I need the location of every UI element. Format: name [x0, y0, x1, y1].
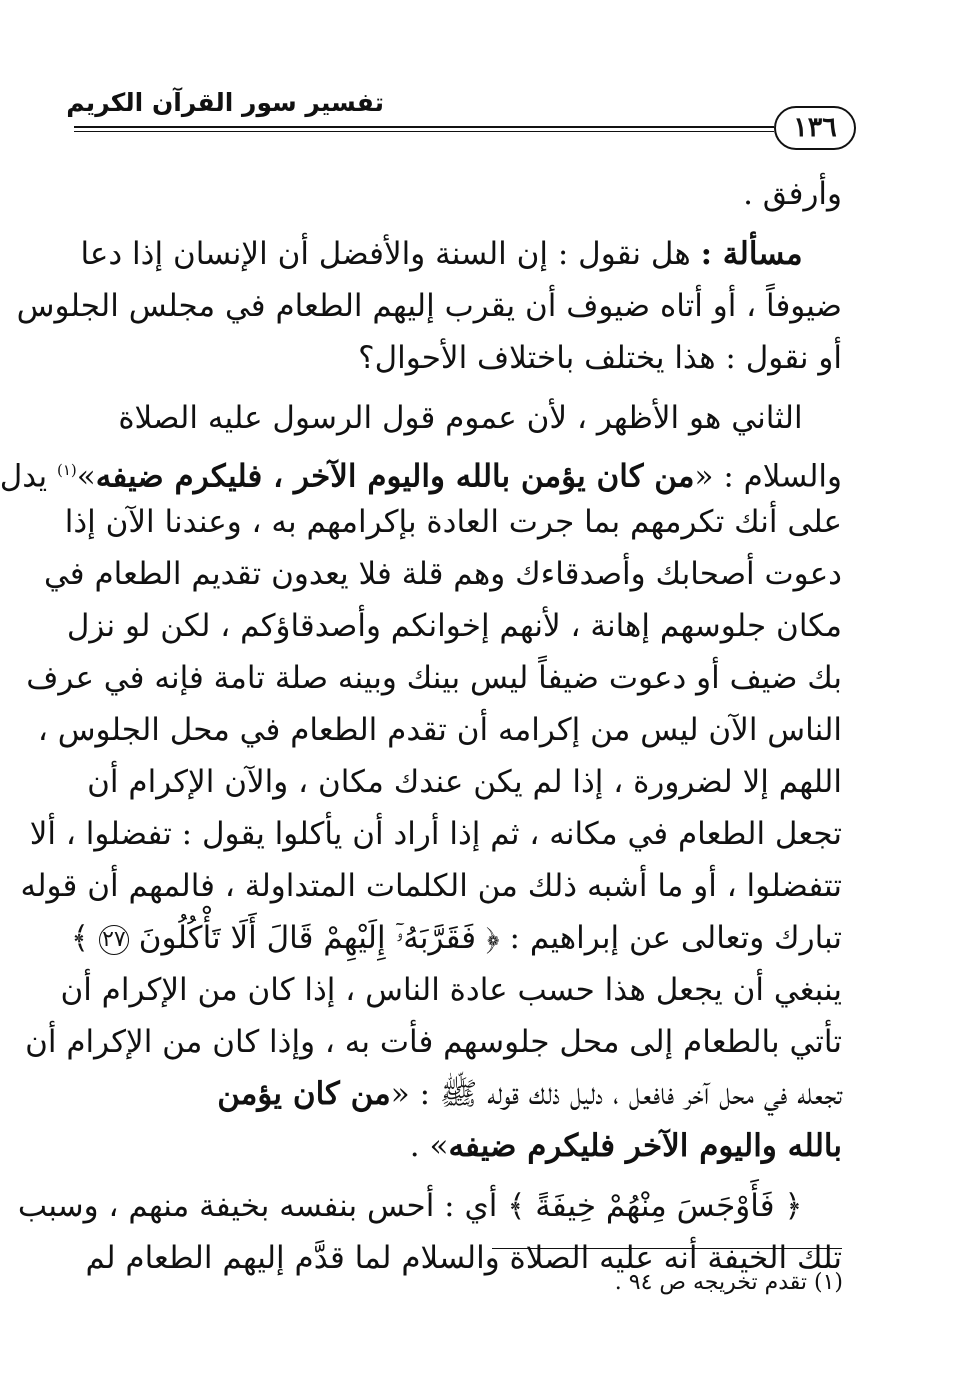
text-line: تجعل الطعام في مكانه ، ثم إذا أراد أن يأكلوا يقول : تفضلوا ، ألا: [29, 816, 842, 852]
hadith-quote: بالله واليوم الآخر فليكرم ضيفه: [448, 1128, 842, 1164]
text-line: ينبغي أن يجعل هذا حسب عادة الناس ، إذا كان من الإكرام أن: [60, 972, 842, 1008]
hadith-quote: من كان يؤمن: [217, 1076, 391, 1112]
text-line: [70, 912, 842, 964]
text-line: [84, 392, 842, 444]
hadith-quote: من كان يؤمن بالله واليوم الآخر ، فليكرم ضيفه: [95, 458, 695, 495]
text-line: الناس الآن ليس من إكرامه أن تقدم الطعام في محل الجلوس ،: [37, 712, 842, 748]
header-rule: [74, 126, 774, 132]
text-line: تأتي بالطعام إلى محل جلوسهم فأت به ، وإذا كان من الإكرام أن: [25, 1024, 842, 1060]
page-body: [0, 168, 842, 1284]
issue-label: مسألة :: [700, 236, 803, 272]
text-line: دعوت أصحابك وأصدقاءك وهم قلة فلا يعدون تقديم الطعام في: [43, 556, 842, 592]
text-line: مكان جلوسهم إهانة ، لأنهم إخوانكم وأصدقاؤكم ، لكن لو نزل: [66, 608, 842, 644]
text-run: تجعله في محل آخر فافعل ، دليل ذلك قوله ﷺ : «: [390, 1076, 842, 1112]
text-run: هل نقول : إن السنة والأفضل أن الإنسان إذا دعا: [80, 236, 701, 272]
text-line: ضيوفاً ، أو أتاه ضيوف أن يقرب إليهم الطعام في مجلس الجلوس: [16, 288, 842, 324]
text-line: [17, 1180, 842, 1232]
text-line: [84, 1120, 842, 1172]
text-run: والسلام : «: [694, 458, 842, 495]
text-line: تتفضلوا ، أو ما أشبه ذلك من الكلمات المتداولة ، فالمهم أن قوله: [20, 868, 842, 904]
book-title: تفسير سور القرآن الكريم: [66, 88, 384, 117]
quran-verse: فَقَرَّبَهُۥٓ إِلَيْهِمْ قَالَ أَلَا تَأْكُلُونَ: [138, 920, 477, 956]
footnote: (١) تقدم تخريجه ص ٩٤ .: [614, 1270, 843, 1295]
text-run: »: [76, 458, 96, 495]
text-line: بك ضيف أو دعوت ضيفاً ليس بينك وبينه صلة تامة فإنه في عرف: [26, 660, 842, 696]
page-number: ١٣٦: [774, 106, 856, 150]
text-run: ﴾: [70, 920, 99, 956]
footnote-rule: [492, 1248, 842, 1249]
text-run: » .: [409, 1128, 449, 1164]
text-line: [84, 1068, 842, 1120]
ayah-number-marker: ٢٧: [99, 925, 129, 955]
text-line: أو نقول : هذا يختلف باختلاف الأحوال؟: [358, 340, 842, 376]
text-run: ﴾ أي : أحس بنفسه بخيفة منهم ، وسبب: [17, 1188, 536, 1224]
text-line: [0, 444, 842, 496]
running-header: [66, 84, 854, 144]
text-line: [80, 228, 842, 280]
text-run: تبارك وتعالى عن إبراهيم : ﴿: [476, 920, 842, 956]
text-run: يدل: [0, 458, 57, 495]
text-line: اللهم إلا لضرورة ، إذا لم يكن عندك مكان ، والآن الإكرام أن: [87, 764, 842, 800]
text-run: ﴿: [774, 1188, 803, 1224]
text-line: وأرفق .: [743, 176, 842, 212]
quran-verse: فَأَوْجَسَ مِنْهُمْ خِيفَةً: [535, 1188, 775, 1224]
footnote-ref: (١): [57, 461, 77, 479]
text-line: على أنك تكرمهم بما جرت العادة بإكرامهم به ، وعندنا الآن إذا: [64, 504, 842, 540]
text-run: الثاني هو الأظهر ، لأن عموم قول الرسول عليه الصلاة: [118, 400, 803, 436]
text-line: تلك الخيفة أنه عليه الصلاة والسلام لما قدَّم إليهم الطعام لم: [85, 1240, 842, 1276]
